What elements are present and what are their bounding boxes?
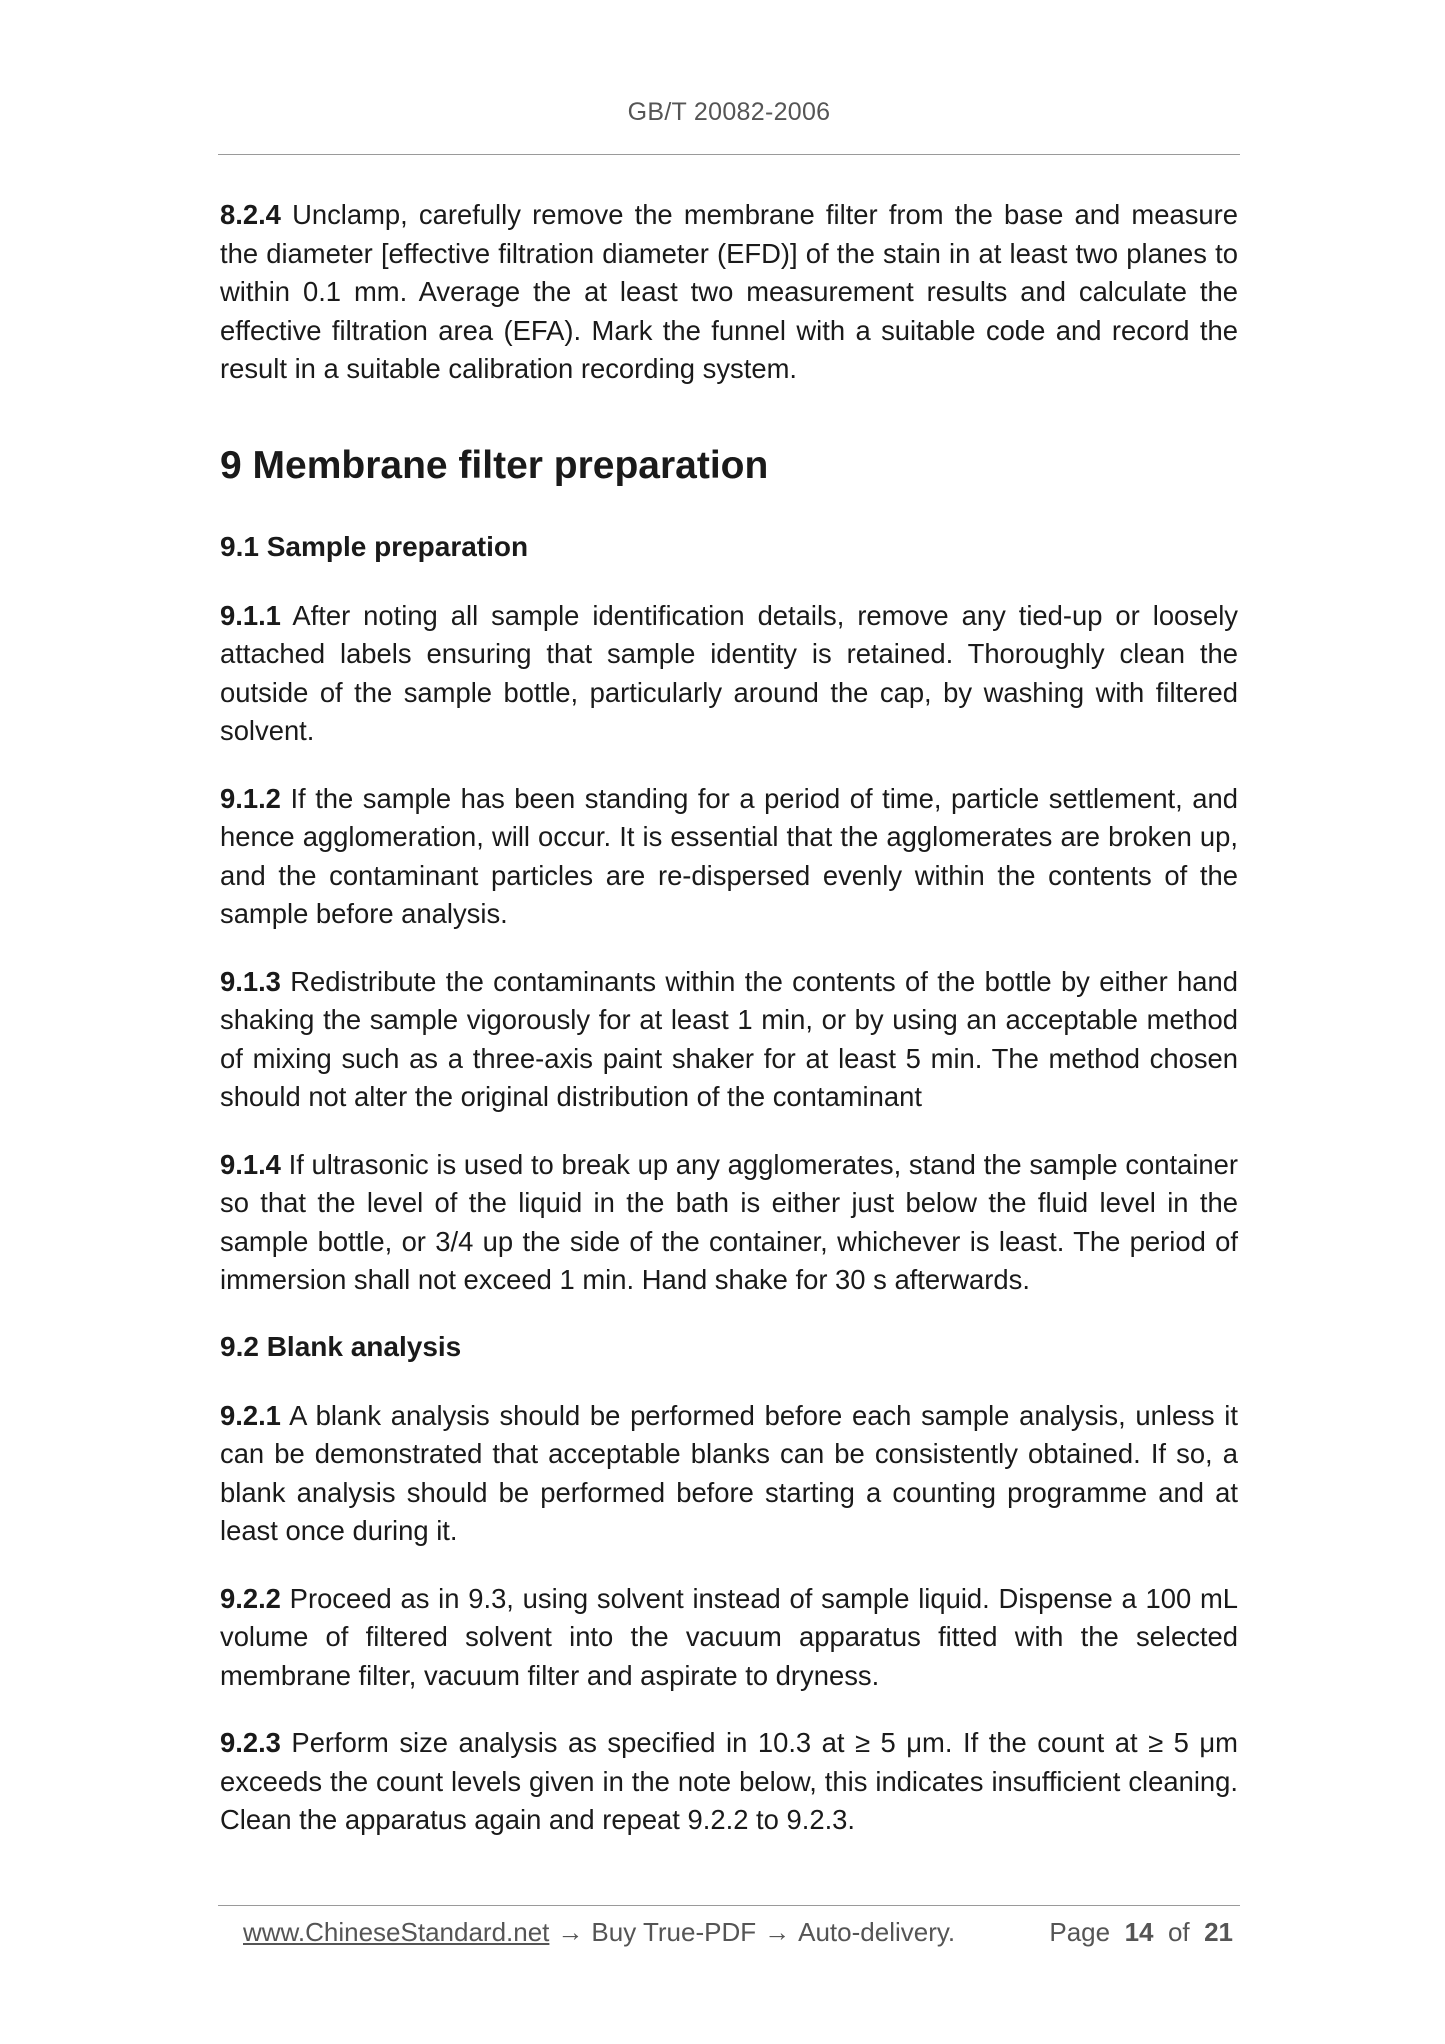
clause-9-2-3 [220,1724,1238,1840]
clause-number: 9.2.1 [220,1399,281,1431]
subsection-heading-9-2: 9.2 Blank analysis [220,1330,462,1362]
footer-divider [218,1905,1240,1906]
buy-true-pdf-text: Buy True-PDF [591,1916,757,1947]
clause-text: If the sample has been standing for a period of time, particle settlement, and hence agglomeration, will occur. It is essential that the agglomerates are broken up, and the contaminant particles are re-dispersed evenly within the contents of the sample before analysis. [220,782,1238,929]
section-heading-9: 9 Membrane filter preparation [220,443,769,487]
clause-text: Proceed as in 9.3, using solvent instead of sample liquid. Dispense a 100 mL volume of filtered solvent into the vacuum apparatus fitted with the selected membrane filter, vacuum filter and aspirate to dryness. [220,1582,1238,1691]
clause-9-1-2 [220,780,1238,934]
auto-delivery-text: Auto-delivery. [798,1916,956,1947]
clause-number: 9.2.2 [220,1582,281,1614]
clause-8-2-4 [220,196,1238,389]
clause-text: A blank analysis should be performed before each sample analysis, unless it can be demonstrated that acceptable blanks can be consistently obtained. If so, a blank analysis should be performed before starting a counting programme and at least once during it. [220,1399,1238,1546]
page-body [220,196,1238,1869]
of-label: of [1167,1916,1190,1947]
clause-9-2-2 [220,1580,1238,1696]
clause-number: 9.1.2 [220,782,281,814]
clause-text: Perform size analysis as specified in 10.3 at ≥ 5 μm. If the count at ≥ 5 μm exceeds the count levels given in the note below, this indicates insufficient cleaning. Clean the apparatus again and repeat 9.2.2 to 9.2.3. [220,1727,1238,1835]
clause-number: 9.2.3 [220,1727,281,1758]
clause-9-1-3 [220,963,1238,1117]
clause-number: 8.2.4 [220,199,281,230]
clause-text: After noting all sample identification details, remove any tied-up or loosely attached labels ensuring that sample identity is retained. Thoroughly clean the outside of the sample bottle, particularly around the cap, by washing with filtered solvent. [220,599,1238,746]
clause-number: 9.1.3 [220,965,281,997]
clause-text: Redistribute the contaminants within the contents of the bottle by either hand shaking the sample vigorously for at least 1 min, or by using an acceptable method of mixing such as a three-axis paint shaker for at least 5 min. The method chosen should not alter the original distribution of the contaminant [220,965,1238,1112]
clause-text: Unclamp, carefully remove the membrane filter from the base and measure the diameter [effective filtration diameter (EFD)] of the stain in at least two planes to within 0.1 mm. Average the at least two measurement results and calculate the effective filtration area (EFA). Mark the funnel with a suitable code and record the result in a suitable calibration recording system. [220,199,1238,384]
clause-text: If ultrasonic is used to break up any agglomerates, stand the sample container so that the level of the liquid in the bath is either just below the fluid level in the sample bottle, or 3/4 up the side of the container, whichever is least. The period of immersion shall not exceed 1 min. Hand shake for 30 s afterwards. [220,1148,1238,1295]
page-footer [243,1912,1233,1952]
chinesestandard-link[interactable]: www.ChineseStandard.net [243,1916,550,1947]
page-current: 14 [1124,1916,1154,1947]
arrow-right-icon: → [557,1916,584,1947]
page-indicator [1049,1917,1233,1948]
clause-9-1-1 [220,597,1238,751]
page-total: 21 [1204,1916,1233,1947]
page-label: Page [1049,1916,1111,1947]
subsection-heading-9-1: 9.1 Sample preparation [220,530,529,562]
arrow-right-icon: → [764,1916,791,1947]
clause-9-2-1 [220,1397,1238,1551]
header-divider [218,154,1240,155]
document-header-title: GB/T 20082-2006 [627,98,831,126]
clause-number: 9.1.1 [220,599,281,631]
clause-9-1-4 [220,1146,1238,1300]
clause-number: 9.1.4 [220,1148,281,1180]
